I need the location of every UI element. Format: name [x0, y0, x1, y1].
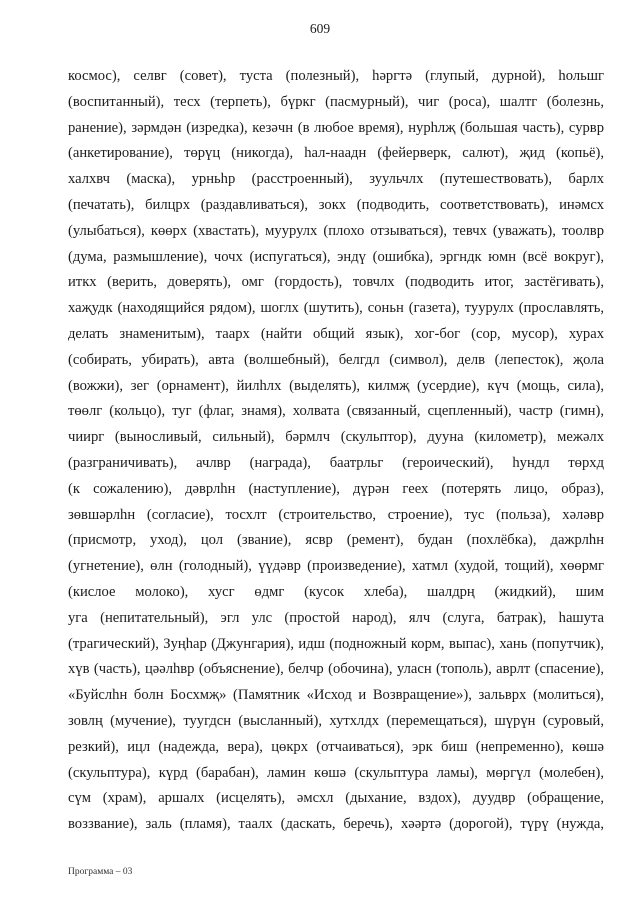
text-line: (дума, размышление), чочх (испугаться), эндү (ошибка), эргндк юмн (всё вокруг),: [68, 248, 604, 265]
text-line: зөвшәрлһн (согласие), тосхлт (строительство, строение), тус (польза), хәләвр: [68, 506, 604, 523]
text-line: резкий), ицл (надежда, вера), цөкрх (отчаиваться), эрк биш (непременно), көшә: [68, 738, 604, 755]
text-body: [68, 64, 604, 838]
text-line: төөлг (кольцо), туг (флаг, знамя), холвата (связанный, сцепленный), частр (гимн),: [68, 403, 604, 420]
text-line: (воспитанный), тесх (терпеть), бүркг (пасмурный), чиг (роса), шалтг (болезнь,: [68, 93, 604, 110]
text-line: (вожжи), зег (орнамент), йилһлх (выделять), килмҗ (усердие), күч (мощь, сила),: [68, 377, 604, 394]
text-line: (кислое молоко), хусг өдмг (кусок хлеба), шалдрң (жидкий), шим: [68, 583, 604, 600]
text-line: (печатать), билцрх (раздавливаться), зокх (подводить, соответствовать), инәмсх: [68, 196, 604, 213]
text-line: халхвч (маска), урньһр (расстроенный), зуульчлх (путешествовать), барлх: [68, 171, 604, 188]
text-line: (угнетение), өлн (голодный), үүдәвр (произведение), хатмл (худой, тощий), хөөрмг: [68, 558, 604, 575]
text-line: (присмотр, уход), цол (звание), ясвр (ремент), будан (похлёбка), дажрлһн: [68, 532, 604, 549]
text-line: (собирать, убирать), авта (волшебный), белгдл (символ), делв (лепесток), җола: [68, 351, 604, 368]
text-line: (улыбаться), көөрх (хвастать), муурулх (плохо отзываться), тевчх (уважать), тоолвр: [68, 222, 604, 239]
text-line: (скульптура), күрд (барабан), ламин көшә (скульптура ламы), мөргүл (молебен),: [68, 764, 604, 781]
text-line: (анкетирование), төрүц (никогда), һал-наадн (фейерверк, салют), җид (копьё),: [68, 145, 604, 162]
text-line: ранение), зәрмдән (изредка), кезәчн (в любое время), нурһлҗ (большая часть), сурвр: [68, 119, 604, 136]
page-number: 609: [309, 21, 331, 36]
text-line: (к сожалению), дәврлһн (наступление), дүрән геех (потерять лицо, образ),: [68, 480, 604, 497]
text-line: делать знаменитым), таарх (найти общий язык), хог-бог (сор, мусор), хурах: [68, 325, 604, 342]
text-line: «Буйслһн болн Босхмҗ» (Памятник «Исход и Возвращение»), зальврх (молиться),: [68, 687, 604, 704]
text-line: (разграничивать), ачлвр (награда), баатрльг (героический), һундл төрхд: [68, 454, 604, 471]
text-line: уга (непитательный), эгл улс (простой народ), ялч (слуга, батрак), һашута: [68, 609, 604, 626]
text-line: воззвание), заль (пламя), таалх (даскать, беречь), хәәртә (дорогой), түрү (нужда,: [68, 816, 604, 833]
footer-note: Программа – 03: [68, 867, 133, 877]
text-line: чиирг (выносливый, сильный), бәрмлч (скульптор), дууна (километр), межәлх: [68, 429, 604, 446]
text-line: (трагический), Зуңһар (Джунгария), идш (подножный корм, выпас), хань (попутчик),: [68, 635, 604, 652]
text-line: хаҗудк (находящийся рядом), шоглх (шутить), соньн (газета), туурулх (прославлять,: [68, 300, 604, 317]
text-line: зовлң (мучение), туугдсн (высланный), хутхлдх (перемещаться), шүрүн (суровый,: [68, 712, 604, 729]
text-line: космос), селвг (совет), туста (полезный), һәргтә (глупый, дурной), һольшг: [68, 68, 604, 84]
text-line: хүв (часть), цәәлһвр (объяснение), белчр (обочина), уласн (тополь), аврлт (спасение),: [68, 661, 604, 678]
text-line: сүм (храм), аршалх (исцелять), әмсхл (дыхание, вздох), дуудвр (обращение,: [68, 790, 604, 807]
text-line: иткх (верить, доверять), омг (гордость), товчлх (подводить итог, застёгивать),: [68, 274, 604, 291]
